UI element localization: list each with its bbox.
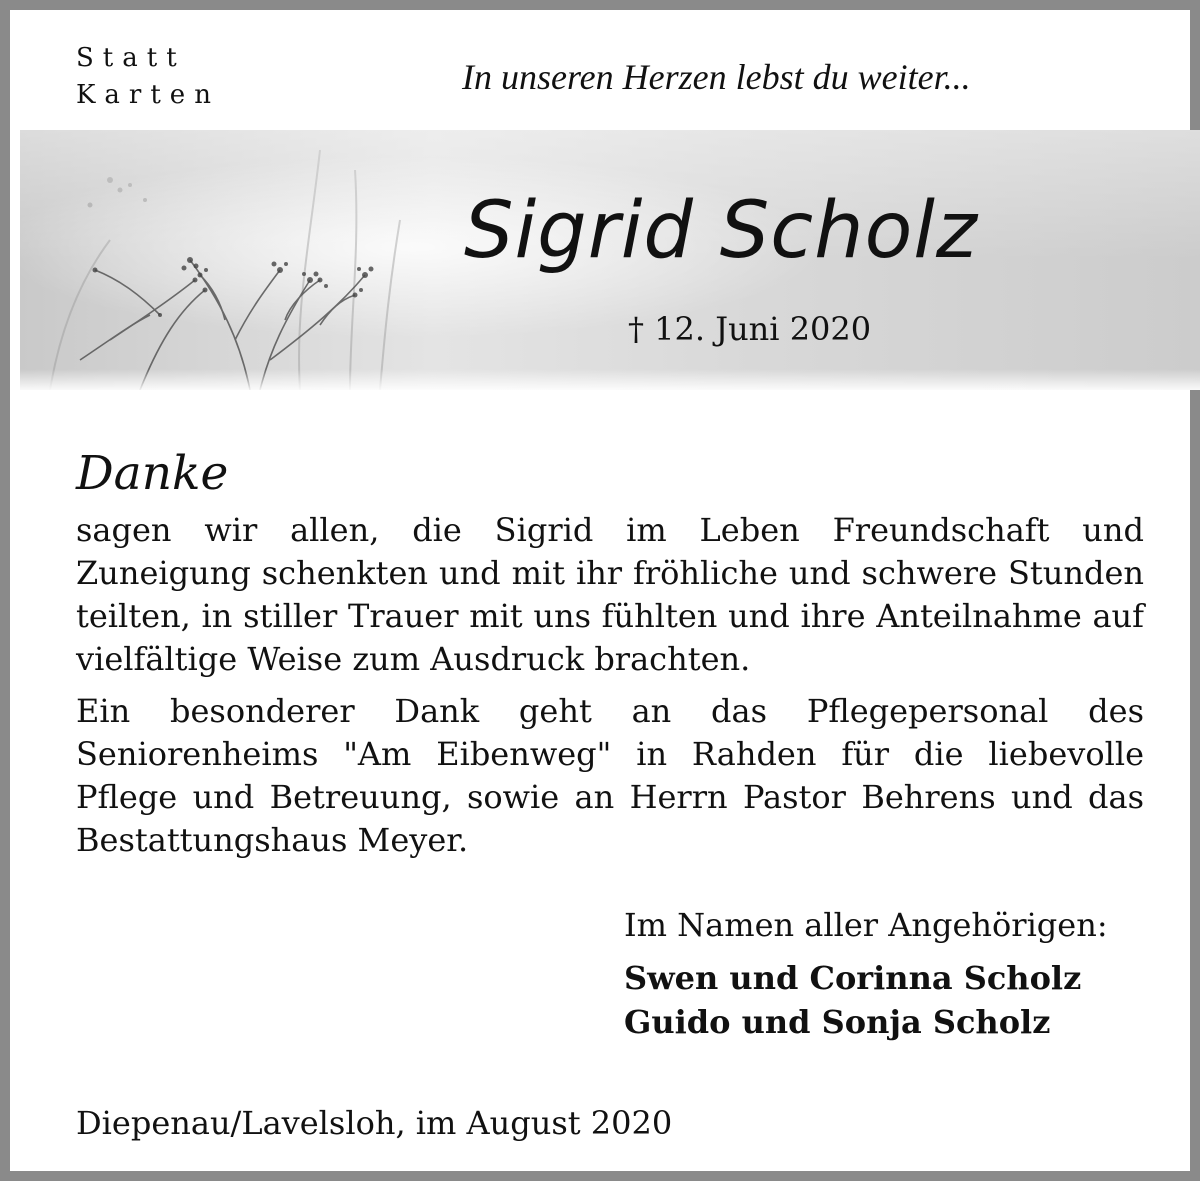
signature-name: Swen und Corinna Scholz [624, 959, 1082, 997]
signature-names [624, 956, 1081, 1044]
message-paragraph: Ein besonderer Dank geht an das Pflegepersonal des Seniorenheims "Am Eibenweg" in Rahden für die liebevolle Pflege und Betreuung, sowie an Herrn Pastor Behrens und das Bestattungshaus Meyer. [76, 692, 1144, 859]
message-paragraph: sagen wir allen, die Sigrid im Leben Freundschaft und Zuneigung schenkten und mit ihr fröhliche und schwere Stunden teilten, in stiller Trauer mit uns fühlten und ihre Anteilnahme auf vielfältige Weise zum Ausdruck brachten. [76, 511, 1144, 678]
danke-heading: Danke [76, 446, 229, 501]
statt-karten-label [76, 40, 220, 114]
signature-name: Guido und Sonja Scholz [624, 1003, 1051, 1041]
motto-text: In unseren Herzen lebst du weiter... [462, 57, 971, 97]
place-date: Diepenau/Lavelsloh, im August 2020 [76, 1104, 673, 1142]
karten-line: Karten [76, 80, 220, 110]
deceased-name: Sigrid Scholz [464, 186, 978, 276]
signature-intro: Im Namen aller Angehörigen: [624, 906, 1108, 944]
message-body [76, 509, 1144, 871]
death-date: † 12. Juni 2020 [628, 310, 872, 348]
statt-line: Statt [76, 43, 186, 73]
